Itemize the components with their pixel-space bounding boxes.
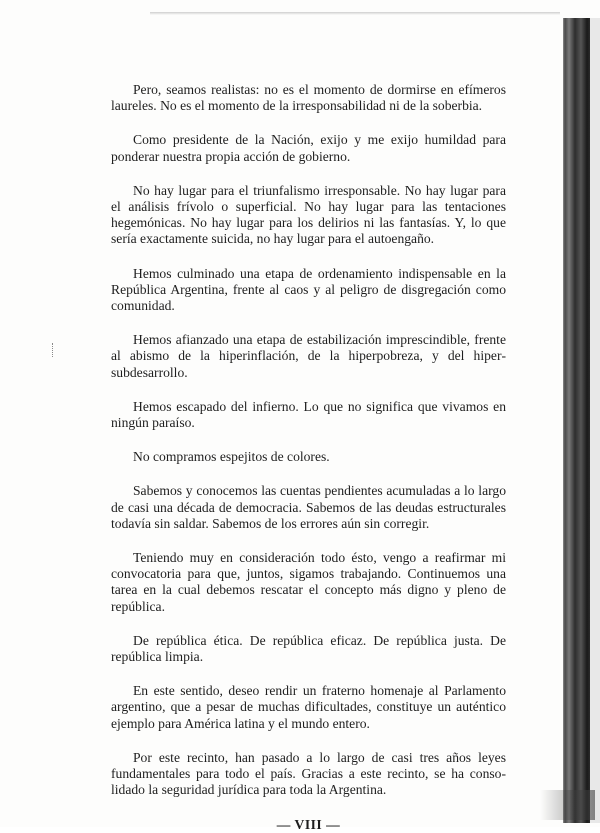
scan-bottom-shadow [540, 790, 595, 820]
scan-edge [590, 18, 600, 823]
margin-mark [52, 343, 55, 357]
paragraph: Por este recinto, han pasado a lo largo de casi tres años leyes fundamentales para todo el país. Gracias a este recinto, se ha consolidado la seguridad jurídica para toda la Argentina. [111, 749, 506, 798]
body-text [111, 82, 506, 833]
paragraph: Como presidente de la Nación, exijo y me exijo humildad para ponderar nuestra propia acción de gobierno. [111, 132, 506, 164]
paragraph: Hemos culminado una etapa de ordenamiento indispensable en la República Argentina, frente al caos y al peligro de disgregación como comunidad. [111, 265, 506, 314]
book-spine-shadow [563, 18, 593, 823]
paragraph: No compramos espejitos de colores. [133, 449, 330, 465]
paragraph: Pero, seamos realistas: no es el momento de dormirse en efímeros laureles. No es el momento de la irresponsabilidad ni de la soberbia. [111, 82, 506, 114]
paragraph: No hay lugar para el triunfalismo irresponsable. No hay lugar para el análisis frívolo o superficial. No hay lugar para las tentaciones hegemónicas. No hay lugar para los delirios ni las fantasías. Y, lo que sería exactamente suicida, no hay lugar para el autoengaño. [111, 182, 506, 247]
paragraph: De república ética. De república eficaz. De república justa. De república limpia. [111, 632, 506, 665]
paragraph: Teniendo muy en consideración todo ésto, vengo a reafirmar mi convocatoria para que, juntos, sigamos trabajando. Continuemos una tarea en la cual debemos rescatar el concepto más digno y pleno de república. [111, 550, 506, 614]
paragraph: En este sentido, deseo rendir un fraterno homenaje al Parlamento argentino, que a pesar de muchas dificultades, constituye un auténtico ejemplo para América latina y el mundo entero. [111, 683, 506, 731]
paragraph: Hemos afianzado una etapa de estabilización imprescindible, frente al abismo de la hiperinflación, de la hiperpobreza, y del hipersubdesarrollo. [111, 332, 506, 380]
scan-top-shadow [150, 12, 560, 15]
page-number: — VIII — [276, 816, 341, 832]
paragraph: Hemos escapado del infierno. Lo que no significa que vivamos en ningún paraíso. [111, 398, 506, 431]
paragraph: Sabemos y conocemos las cuentas pendientes acumuladas a lo largo de casi una década de democracia. Sabemos de las deudas estructurales todavía sin saldar. Sabemos de los errores aún sin corregir. [111, 483, 506, 531]
